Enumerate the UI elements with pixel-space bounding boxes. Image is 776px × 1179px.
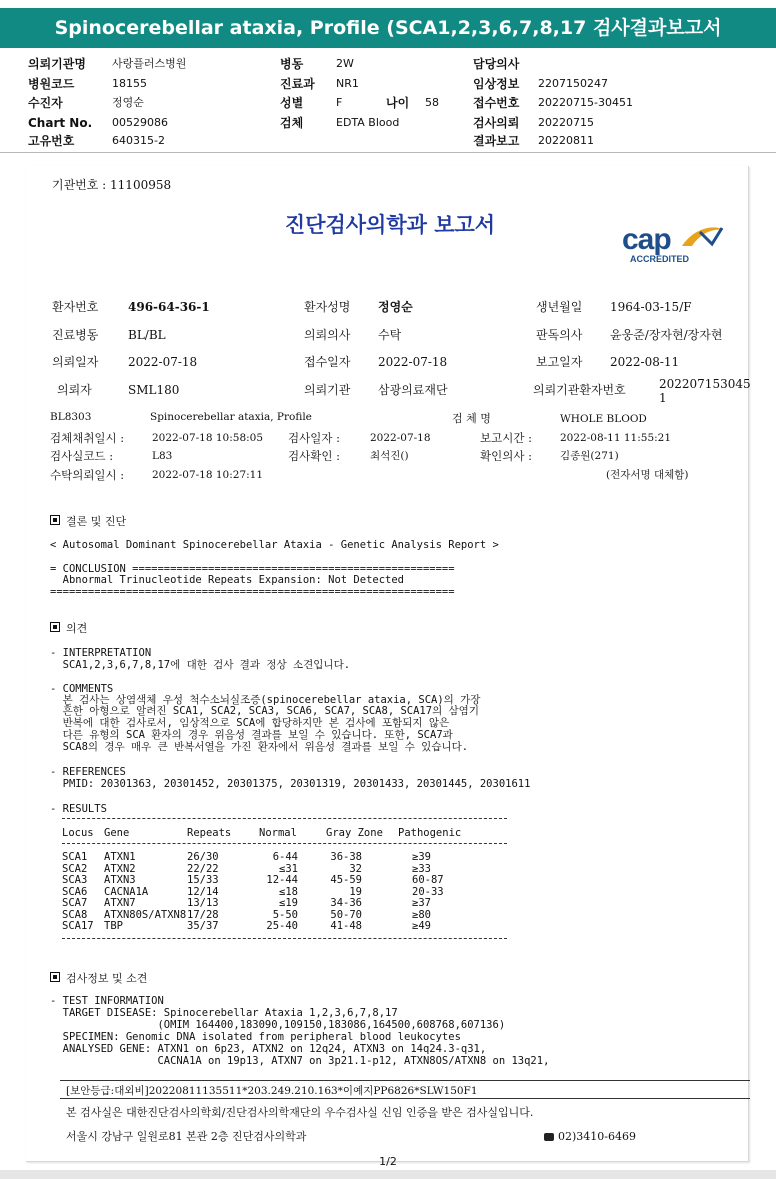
patient-label: 환자번호 [52, 300, 99, 314]
results-cell: ATXN3 [104, 874, 136, 886]
testinfo-line: ANALYSED GENE: ATXN1 on 6p23, ATXN2 on 12q24, ATXN3 on 14q24.3-q31, [50, 1043, 487, 1055]
patient-label: 의뢰의사 [304, 328, 351, 342]
lab-phone-number: 02)3410-6469 [558, 1130, 636, 1143]
cap-accredited-logo [622, 222, 732, 268]
header-label: 결과보고 [473, 134, 520, 148]
results-col-header: Gene [104, 827, 130, 839]
patient-value: SML180 [128, 383, 180, 397]
results-cell: SCA6 [62, 885, 88, 898]
page-indicator: 1/2 [379, 1155, 397, 1168]
results-cell: ≥49 [412, 920, 431, 932]
meta-label: 보고시간 : [480, 431, 532, 445]
testinfo-line: (OMIM 164400,183090,109150,183086,164500,608768,607136) [50, 1019, 506, 1031]
meta-label: 확인의사 : [480, 449, 532, 463]
results-cell: ATXN7 [104, 897, 136, 909]
results-cell: 5-50 [272, 908, 298, 921]
results-cell: 50-70 [330, 908, 362, 921]
results-cell: 26/30 [187, 851, 219, 863]
patient-value: 윤웅준/장자현/장자현 [610, 328, 723, 342]
comments-line: SCA8의 경우 매우 큰 반복서열을 가진 환자에서 위음성 결과를 보일 수 있습니다. [50, 741, 469, 753]
header-label: 병원코드 [28, 77, 75, 91]
results-cell: SCA8 [62, 908, 88, 921]
results-cell: 13/13 [187, 897, 219, 909]
meta-label: 검사일자 : [288, 431, 340, 445]
results-rule [62, 938, 507, 939]
section-title: 의견 [66, 622, 88, 635]
header-value: NR1 [336, 77, 359, 90]
cap-logo-subtitle: ACCREDITED [630, 254, 690, 264]
results-cell: SCA2 [62, 862, 88, 875]
results-cell: 32 [349, 862, 362, 875]
comments-line: 본 검사는 상염색체 우성 척수소뇌실조증(spinocerebellar ataxia, SCA)의 가장 [50, 694, 481, 706]
results-cell: SCA1 [62, 851, 88, 863]
results-cell: 17/28 [187, 908, 219, 921]
testinfo-line: SPECIMEN: Genomic DNA isolated from peripheral blood leukocytes [50, 1031, 461, 1043]
results-cell: ≤19 [279, 897, 298, 909]
patient-value: 1964-03-15/F [610, 300, 692, 314]
cap-logo-word: cap [622, 223, 671, 256]
header-label: 고유번호 [28, 134, 75, 148]
header-value: 2W [336, 57, 354, 70]
header-label: 수진자 [28, 96, 63, 110]
test-name: Spinocerebellar ataxia, Profile [150, 411, 312, 423]
section-opinion-heading [50, 622, 87, 636]
security-stamp: [보안등급:대외비]20220811135511*203.249.210.163*이예지PP6826*SLW150F1 [66, 1085, 478, 1097]
footer-rule [60, 1080, 750, 1081]
results-cell: SCA17 [62, 920, 94, 932]
comments-line: 흔한 아형으로 알려진 SCA1, SCA2, SCA3, SCA6, SCA7, SCA8, SCA17의 삼염기 [50, 705, 479, 717]
results-cell: 45-59 [330, 874, 362, 886]
header-label: 담당의사 [473, 57, 520, 71]
meta-value: 최석진() [370, 450, 409, 462]
patient-value: 2022-07-18 [378, 355, 448, 369]
e-signature-note: (전자서명 대체함) [606, 469, 689, 481]
testinfo-line: TARGET DISEASE: Spinocerebellar Ataxia 1,2,3,6,7,8,17 [50, 1007, 398, 1019]
results-cell: 22/22 [187, 862, 219, 875]
results-cell: ≤18 [279, 885, 298, 898]
results-rule [62, 818, 507, 819]
results-cell: ATXN1 [104, 851, 136, 863]
results-cell: SCA3 [62, 874, 88, 886]
conclusion-header-line: = CONCLUSION =================================================== [50, 563, 455, 575]
results-cell: 20-33 [412, 885, 444, 898]
patient-label: 의뢰일자 [52, 355, 99, 369]
header-label: 의뢰기관명 [28, 57, 86, 71]
patient-value: BL/BL [128, 328, 166, 342]
meta-value: 김종원(271) [560, 450, 619, 462]
patient-value: 정영순 [378, 300, 413, 314]
section-square-icon [50, 972, 60, 982]
lab-phone [544, 1130, 636, 1144]
header-value: 사랑플러스병원 [112, 57, 187, 70]
patient-label: 의뢰기관 [304, 383, 351, 397]
patient-value: 삼광의료재단 [378, 383, 448, 397]
header-label: 진료과 [280, 77, 315, 91]
meta-value: 2022-07-18 [370, 432, 431, 444]
results-cell: ≥37 [412, 897, 431, 909]
results-cell: 36-38 [330, 851, 362, 863]
results-cell: 6-44 [272, 851, 298, 863]
results-cell: 25-40 [266, 920, 298, 932]
header-divider [0, 152, 776, 153]
patient-label: 접수일자 [304, 355, 351, 369]
header-label: 검사의뢰 [473, 116, 520, 130]
section-title: 결론 및 진단 [66, 515, 127, 528]
lab-address: 서울시 강남구 일원로81 본관 2층 진단검사의학과 [66, 1130, 307, 1143]
patient-value: 2022-07-18 [128, 355, 198, 369]
report-heading: 진단검사의학과 보고서 [284, 212, 496, 237]
conclusion-footer-line: ================================================================ [50, 586, 455, 598]
header-value: EDTA Blood [336, 116, 400, 129]
institution-number: 기관번호 : 11100958 [52, 178, 172, 192]
results-cell: 15/33 [187, 874, 219, 886]
meta-label: 검사확인 : [288, 449, 340, 463]
results-col-header: Gray Zone [326, 827, 383, 839]
header-label: Chart No. [28, 116, 93, 130]
certification-text: 본 검사실은 대한진단검사의학회/진단검사의학재단의 우수검사실 신임 인증을 받은 검사실입니다. [66, 1106, 534, 1119]
section-testinfo-heading [50, 972, 147, 986]
comments-line: 반복에 대한 검사로서, 임상적으로 SCA에 합당하지만 본 검사에 포함되지 않은 [50, 717, 450, 729]
meta-value: L83 [152, 450, 173, 462]
comments-line: 다른 유형의 SCA 환자의 경우 위음성 결과를 보일 수 있습니다. 또한, SCA7과 [50, 729, 453, 741]
meta-value: 2022-07-18 10:58:05 [152, 432, 264, 444]
results-cell: CACNA1A [104, 885, 149, 898]
meta-value: 2022-07-18 10:27:11 [152, 469, 264, 481]
interpretation-heading: - INTERPRETATION [50, 647, 152, 659]
results-rule [62, 843, 507, 844]
results-cell: 19 [349, 885, 362, 898]
patient-label: 생년월일 [536, 300, 583, 314]
testinfo-line: CACNA1A on 19p13, ATXN7 on 3p21.1-p12, ATXN8OS/ATXN8 on 13q21, [50, 1055, 550, 1067]
results-cell: 41-48 [330, 920, 362, 932]
header-value: 20220811 [538, 134, 594, 147]
header-value: 18155 [112, 77, 147, 90]
header-value: 2207150247 [538, 77, 608, 90]
header-value: 640315-2 [112, 134, 165, 147]
header-label: 병동 [280, 57, 304, 71]
references-text: PMID: 20301363, 20301452, 20301375, 20301319, 20301433, 20301445, 20301611 [50, 778, 531, 790]
patient-value: 2022-08-11 [610, 355, 680, 369]
specimen-value: WHOLE BLOOD [560, 413, 647, 425]
phone-icon [544, 1133, 554, 1141]
patient-label: 의뢰기관환자번호 [533, 383, 626, 397]
results-heading: - RESULTS [50, 803, 107, 815]
comments-heading: - COMMENTS [50, 683, 114, 695]
header-value: 정영순 [112, 96, 144, 109]
header-value: F [336, 96, 343, 109]
patient-value: 수탁 [378, 328, 402, 342]
results-cell: 34-36 [330, 897, 362, 909]
header-value: 00529086 [112, 116, 168, 129]
report-subtitle-line: < Autosomal Dominant Spinocerebellar Ataxia - Genetic Analysis Report > [50, 539, 499, 551]
results-cell: ≥80 [412, 908, 431, 921]
patient-value: 496-64-36-1 [128, 300, 210, 314]
header-label: 접수번호 [473, 96, 520, 110]
results-cell: ≥33 [412, 862, 431, 875]
results-cell: ATXN2 [104, 862, 136, 875]
results-col-header: Locus [62, 827, 94, 839]
test-code: BL8303 [50, 411, 92, 423]
header-value: 20220715-30451 [538, 96, 633, 109]
results-cell: SCA7 [62, 897, 88, 909]
patient-value: 1 [659, 391, 667, 405]
header-value: 20220715 [538, 116, 594, 129]
references-heading: - REFERENCES [50, 766, 126, 778]
testinfo-line: - TEST INFORMATION [50, 995, 164, 1007]
conclusion-text: Abnormal Trinucleotide Repeats Expansion: Not Detected [50, 574, 405, 586]
section-conclusion-heading [50, 515, 126, 529]
results-cell: ATXN80S/ATXN8 [104, 908, 187, 921]
header-label: 나이 [386, 96, 410, 110]
patient-label: 의뢰자 [57, 383, 92, 397]
header-label: 검체 [280, 116, 304, 130]
section-square-icon [50, 515, 60, 525]
meta-label: 수탁의뢰일시 : [50, 468, 125, 482]
specimen-label: 검 체 명 [452, 412, 491, 425]
results-cell: TBP [104, 920, 123, 932]
footer-rule [60, 1098, 750, 1099]
viewer-bottom-bar [0, 1170, 776, 1179]
patient-label: 진료병동 [52, 328, 99, 342]
meta-value: 2022-08-11 11:55:21 [560, 432, 672, 444]
patient-label: 보고일자 [536, 355, 583, 369]
patient-value: 202207153045 [659, 377, 751, 391]
results-col-header: Pathogenic [398, 827, 462, 839]
results-cell: 12-44 [266, 874, 298, 886]
section-square-icon [50, 622, 60, 632]
results-col-header: Normal [259, 827, 297, 839]
report-title-bar: Spinocerebellar ataxia, Profile (SCA1,2,3,6,7,8,17 검사결과보고서 [0, 8, 776, 48]
patient-label: 판독의사 [536, 328, 583, 342]
results-cell: 60-87 [412, 874, 444, 886]
header-value: 58 [425, 96, 439, 109]
meta-label: 검체채취일시 : [50, 431, 125, 445]
results-cell: ≤31 [279, 862, 298, 875]
interpretation-text: SCA1,2,3,6,7,8,17에 대한 검사 결과 정상 소견입니다. [50, 659, 351, 671]
patient-label: 환자성명 [304, 300, 351, 314]
section-title: 검사정보 및 소견 [66, 972, 148, 985]
results-cell: 35/37 [187, 920, 219, 932]
results-col-header: Repeats [187, 827, 232, 839]
meta-label: 검사실코드 : [50, 449, 114, 463]
results-cell: 12/14 [187, 885, 219, 898]
header-label: 성별 [280, 96, 304, 110]
header-label: 임상정보 [473, 77, 520, 91]
results-cell: ≥39 [412, 851, 431, 863]
